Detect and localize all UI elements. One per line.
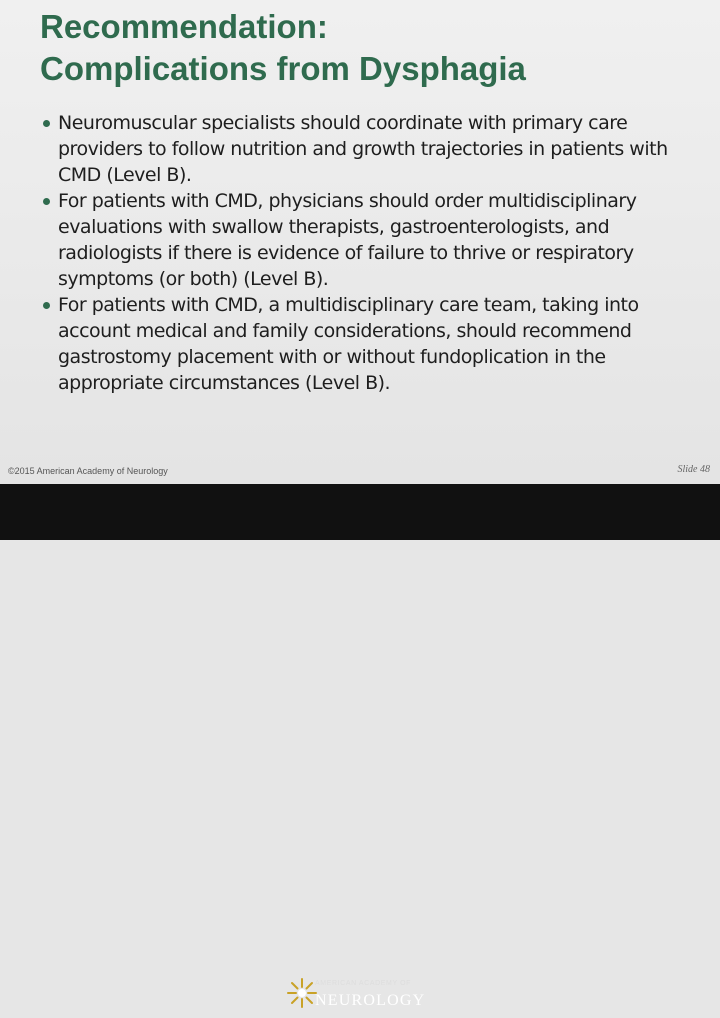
- bullet-item: [40, 292, 690, 396]
- aan-logo: [285, 974, 425, 1018]
- sunburst-logo-icon: [285, 976, 319, 1010]
- footer-bar: [0, 484, 720, 1009]
- bullet-text: Neuromuscular specialists should coordinate with primary care providers to follow nutrition and growth trajectories in patients with CMD (Level B).: [58, 112, 668, 186]
- slide-title: [40, 6, 700, 90]
- bullet-item: [40, 110, 690, 188]
- title-line-2: Complications from Dysphagia: [40, 50, 526, 87]
- bullet-text: For patients with CMD, a multidisciplinary care team, taking into account medical and family considerations, should recommend gastrostomy placement with or without fundoplication in the appropriate circumstances (Level B).: [58, 294, 639, 394]
- title-line-1: Recommendation:: [40, 8, 328, 45]
- bullet-text: For patients with CMD, physicians should order multidisciplinary evaluations with swallow therapists, gastroenterologists, and radiologists if there is evidence of failure to thrive or respiratory symptoms (or both) (Level B).: [58, 190, 637, 290]
- bullet-list: [40, 110, 690, 396]
- slide-body: [0, 0, 720, 484]
- logo-wordmark: NEUROLOGY: [315, 992, 426, 1009]
- bullet-item: [40, 188, 690, 292]
- bullet-dot-icon: [43, 120, 50, 127]
- slide-number: Slide 48: [677, 464, 710, 475]
- copyright-text: ©2015 American Academy of Neurology: [8, 466, 168, 476]
- bullet-dot-icon: [43, 198, 50, 205]
- bullet-dot-icon: [43, 302, 50, 309]
- logo-subtitle: AMERICAN ACADEMY OF: [315, 980, 412, 987]
